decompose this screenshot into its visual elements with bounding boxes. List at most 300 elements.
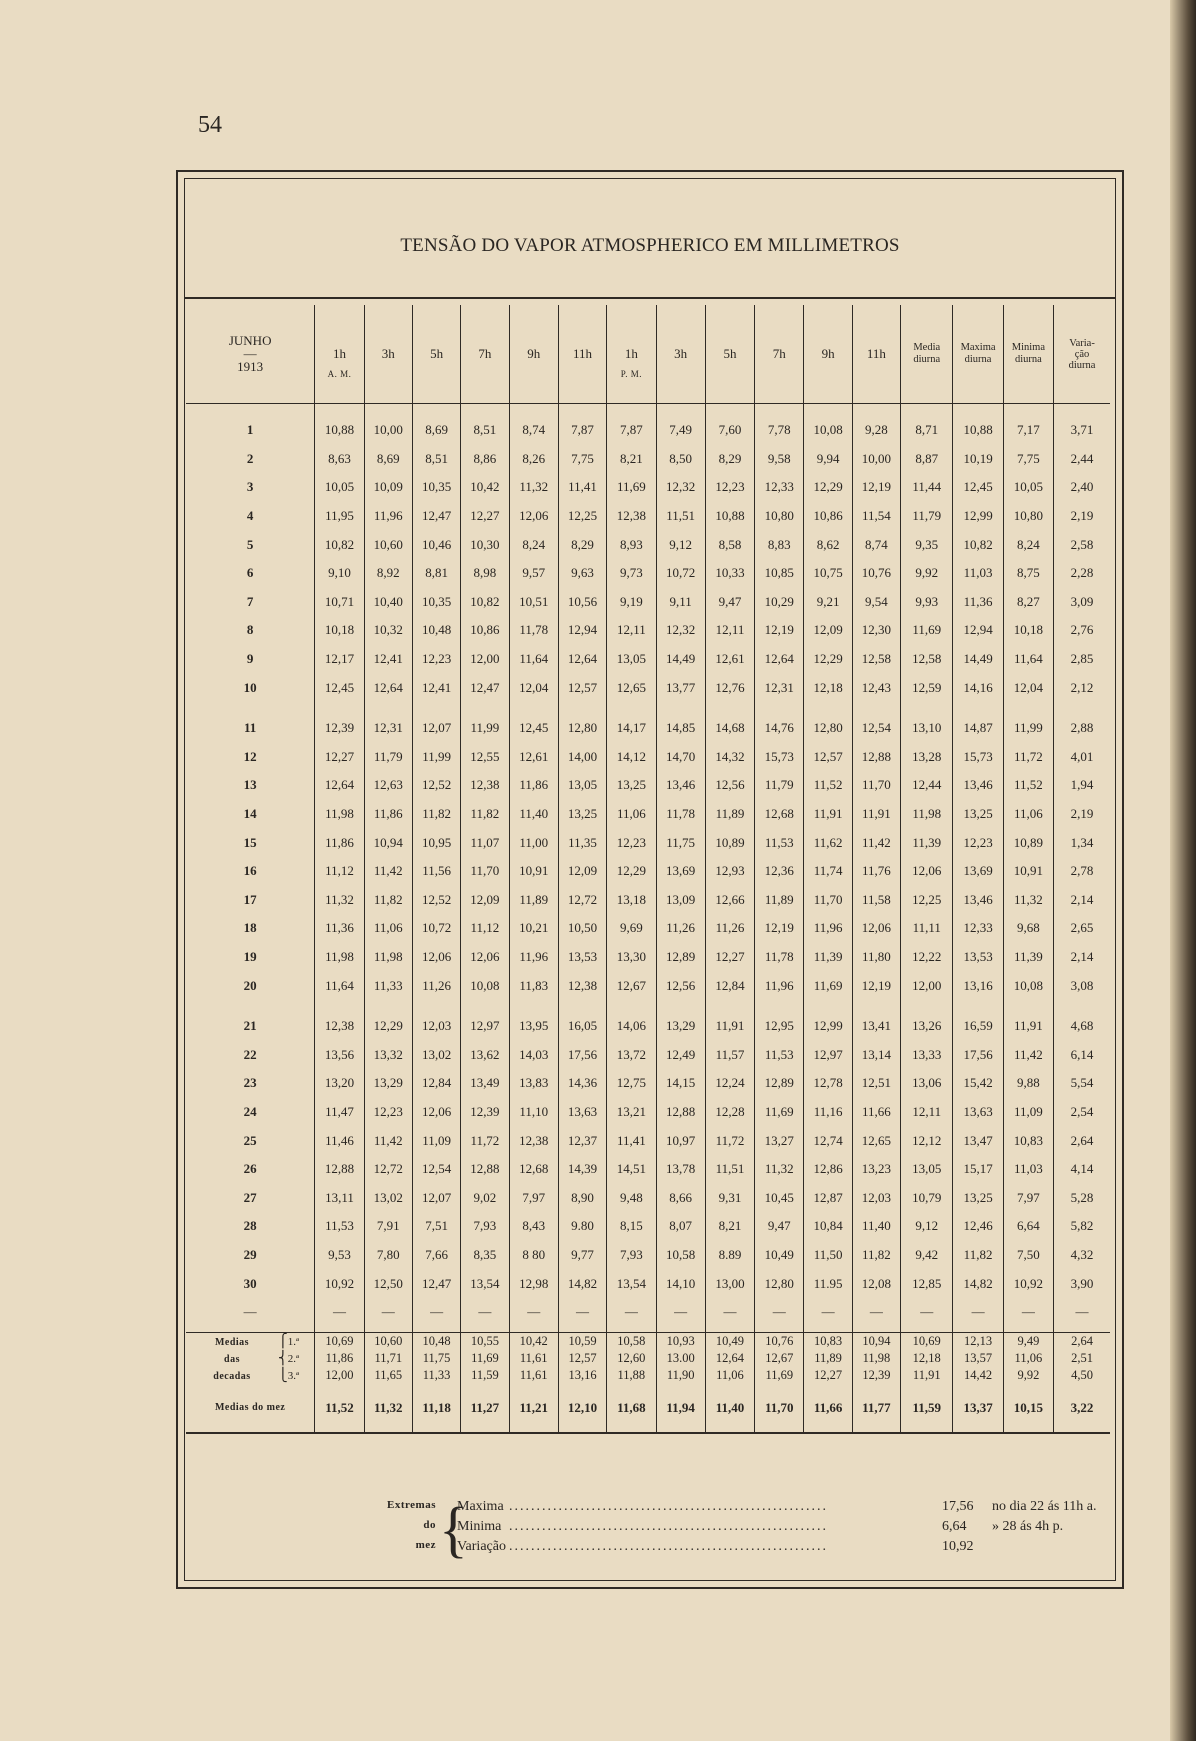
value-cell: 11,00 xyxy=(509,828,558,857)
value-cell: 11,78 xyxy=(656,800,705,829)
value-cell: 11,44 xyxy=(901,473,953,502)
header-text: ção xyxy=(1074,348,1090,360)
value-cell: 14,03 xyxy=(509,1040,558,1069)
header-text: diurna xyxy=(1068,359,1096,371)
table-row xyxy=(186,943,1110,972)
empty-cell xyxy=(705,1000,754,1012)
value-cell: 12,27 xyxy=(705,943,754,972)
value-cell: 11,69 xyxy=(461,1350,509,1367)
hour-header xyxy=(804,305,852,404)
table-row xyxy=(186,1212,1110,1241)
value-cell: 14,00 xyxy=(558,743,606,772)
value-cell: 11,46 xyxy=(315,1126,364,1155)
dash-cell: — xyxy=(705,1298,754,1326)
value-cell: 12,38 xyxy=(509,1126,558,1155)
value-cell: 12,99 xyxy=(804,1012,852,1041)
value-cell: 12,57 xyxy=(804,743,852,772)
value-cell: 14,68 xyxy=(705,714,754,743)
spacer-row xyxy=(186,1000,1110,1012)
value-cell: 3,08 xyxy=(1054,971,1110,1000)
value-cell: 11,57 xyxy=(705,1040,754,1069)
value-cell: 11,36 xyxy=(315,914,364,943)
day-cell: 9 xyxy=(246,651,254,667)
value-cell: 11,33 xyxy=(364,971,412,1000)
value-cell: 12,23 xyxy=(607,828,656,857)
value-cell: 11,42 xyxy=(364,1126,412,1155)
hour-label: 11h xyxy=(866,346,886,361)
day-cell: 25 xyxy=(243,1132,257,1148)
value-cell: 12,93 xyxy=(705,857,754,886)
value-cell: 12,27 xyxy=(315,743,364,772)
value-cell: 13,25 xyxy=(607,771,656,800)
value-cell: 10,83 xyxy=(804,1332,852,1350)
value-cell: 2,64 xyxy=(1054,1126,1110,1155)
value-cell: 12,64 xyxy=(705,1350,754,1367)
day-cell: 7 xyxy=(246,593,254,609)
value-cell: 11,61 xyxy=(509,1350,558,1367)
value-cell: 7,91 xyxy=(364,1212,412,1241)
decade-mean-row xyxy=(186,1350,1110,1367)
value-cell: 11,70 xyxy=(804,886,852,915)
value-cell: 14,15 xyxy=(656,1069,705,1098)
value-cell: 10,40 xyxy=(364,588,412,617)
empty-cell xyxy=(1003,702,1053,714)
value-cell: 11,96 xyxy=(364,502,412,531)
value-cell: 1,94 xyxy=(1054,771,1110,800)
value-cell: 11,89 xyxy=(804,1350,852,1367)
extreme-name: Maxima xyxy=(457,1499,504,1514)
value-cell: 11,53 xyxy=(315,1212,364,1241)
value-cell: 11,75 xyxy=(412,1350,460,1367)
value-cell: 2,40 xyxy=(1054,473,1110,502)
dash-cell: — xyxy=(412,1298,460,1326)
value-cell: 13.00 xyxy=(656,1350,705,1367)
value-cell: 8.89 xyxy=(705,1241,754,1270)
hour-label: 5h xyxy=(723,346,737,361)
extreme-note: no dia 22 ás 11h a. xyxy=(992,1499,1097,1514)
value-cell: 13,33 xyxy=(901,1040,953,1069)
value-cell: 11,98 xyxy=(901,800,953,829)
value-cell: 11,72 xyxy=(705,1126,754,1155)
extreme-note: » 28 ás 4h p. xyxy=(992,1519,1064,1534)
value-cell: 11,69 xyxy=(607,473,656,502)
value-cell: 10,84 xyxy=(804,1212,852,1241)
value-cell: 12,28 xyxy=(705,1098,754,1127)
hour-label: 5h xyxy=(430,346,444,361)
empty-cell xyxy=(852,1000,900,1012)
value-cell: 11,06 xyxy=(607,800,656,829)
value-cell: 10,82 xyxy=(461,588,509,617)
value-cell: 11,07 xyxy=(461,828,509,857)
hour-header xyxy=(558,305,606,404)
value-cell: 13,05 xyxy=(558,771,606,800)
value-cell: 10,00 xyxy=(852,445,900,474)
leader-dots: .......................................................... xyxy=(509,1519,828,1534)
value-cell: 12,64 xyxy=(755,645,804,674)
value-cell: 11,06 xyxy=(705,1367,754,1384)
value-cell: 13,14 xyxy=(852,1040,900,1069)
value-cell: 10,58 xyxy=(656,1241,705,1270)
value-cell: 12,85 xyxy=(901,1269,953,1298)
value-cell: 12,64 xyxy=(558,645,606,674)
value-cell: 3,09 xyxy=(1054,588,1110,617)
value-cell: 1,34 xyxy=(1054,828,1110,857)
value-cell: 10,51 xyxy=(509,588,558,617)
value-cell: 11,64 xyxy=(509,645,558,674)
value-cell: 4,01 xyxy=(1054,743,1110,772)
value-cell: 9,49 xyxy=(1003,1332,1053,1350)
value-cell: 9,53 xyxy=(315,1241,364,1270)
value-cell: 12,17 xyxy=(315,645,364,674)
value-cell: 11,26 xyxy=(656,914,705,943)
value-cell: 11,18 xyxy=(412,1384,460,1433)
value-cell: 12,63 xyxy=(364,771,412,800)
value-cell: 13,63 xyxy=(558,1098,606,1127)
value-cell: 13,05 xyxy=(901,1155,953,1184)
value-cell: 11,36 xyxy=(953,588,1003,617)
value-cell: 10,79 xyxy=(901,1183,953,1212)
empty-cell xyxy=(558,1000,606,1012)
value-cell: 10,69 xyxy=(315,1332,364,1350)
value-cell: 14,85 xyxy=(656,714,705,743)
value-cell: 8,24 xyxy=(1003,530,1053,559)
hour-label: 7h xyxy=(772,346,786,361)
day-cell: 11 xyxy=(244,720,257,736)
value-cell: 10,93 xyxy=(656,1332,705,1350)
value-cell: 12,45 xyxy=(509,714,558,743)
empty-cell xyxy=(509,702,558,714)
value-cell: 11,88 xyxy=(607,1367,656,1384)
value-cell: 10,71 xyxy=(315,588,364,617)
value-cell: 12,19 xyxy=(755,914,804,943)
value-cell: 10,86 xyxy=(461,616,509,645)
value-cell: 8,35 xyxy=(461,1241,509,1270)
value-cell: 12,23 xyxy=(364,1098,412,1127)
value-cell: 15,42 xyxy=(953,1069,1003,1098)
day-cell: 2 xyxy=(246,450,254,466)
day-cell: 5 xyxy=(246,536,254,552)
value-cell: 10,75 xyxy=(804,559,852,588)
empty-cell xyxy=(364,702,412,714)
value-cell: 11,75 xyxy=(656,828,705,857)
value-cell: 12,72 xyxy=(364,1155,412,1184)
value-cell: 13,46 xyxy=(656,771,705,800)
value-cell: 9.80 xyxy=(558,1212,606,1241)
empty-cell xyxy=(315,1000,364,1012)
day-cell: 15 xyxy=(243,834,257,850)
value-cell: 15,73 xyxy=(755,743,804,772)
value-cell: 12,80 xyxy=(804,714,852,743)
value-cell: 12,97 xyxy=(804,1040,852,1069)
value-cell: 8,74 xyxy=(852,530,900,559)
leader-dots: .......................................................... xyxy=(509,1539,828,1554)
day-cell: 20 xyxy=(243,977,257,993)
value-cell: 13,29 xyxy=(364,1069,412,1098)
value-cell: 2,78 xyxy=(1054,857,1110,886)
value-cell: 13,26 xyxy=(901,1012,953,1041)
table-row xyxy=(186,445,1110,474)
value-cell: 11,59 xyxy=(901,1384,953,1433)
value-cell: 12,36 xyxy=(755,857,804,886)
value-cell: 7,66 xyxy=(412,1241,460,1270)
header-text: diurna xyxy=(913,354,941,365)
value-cell: 12,09 xyxy=(804,616,852,645)
value-cell: 13,72 xyxy=(607,1040,656,1069)
value-cell: 8,71 xyxy=(901,416,953,445)
value-cell: 8,51 xyxy=(412,445,460,474)
value-cell: 13,47 xyxy=(953,1126,1003,1155)
value-cell: 14,87 xyxy=(953,714,1003,743)
value-cell: 10,92 xyxy=(315,1269,364,1298)
value-cell: 11,78 xyxy=(509,616,558,645)
value-cell: 11,03 xyxy=(953,559,1003,588)
value-cell: 11,82 xyxy=(412,800,460,829)
value-cell: 7,51 xyxy=(412,1212,460,1241)
value-cell: 10,88 xyxy=(705,502,754,531)
value-cell: 11,09 xyxy=(412,1126,460,1155)
table-row xyxy=(186,559,1110,588)
value-cell: 12,08 xyxy=(852,1269,900,1298)
decade-brace: ⎩ xyxy=(278,1367,288,1383)
value-cell: 14,10 xyxy=(656,1269,705,1298)
table-row xyxy=(186,616,1110,645)
value-cell: 2,65 xyxy=(1054,914,1110,943)
value-cell: 11,91 xyxy=(901,1367,953,1384)
value-cell: 10,18 xyxy=(1003,616,1053,645)
value-cell: 10,32 xyxy=(364,616,412,645)
decade-label-cell xyxy=(186,1367,315,1384)
empty-cell xyxy=(656,702,705,714)
value-cell: 7,78 xyxy=(755,416,804,445)
empty-cell xyxy=(656,1000,705,1012)
hour-header xyxy=(461,305,509,404)
value-cell: 7,97 xyxy=(1003,1183,1053,1212)
value-cell: 13,25 xyxy=(953,1183,1003,1212)
table-row xyxy=(186,914,1110,943)
value-cell: 12,61 xyxy=(509,743,558,772)
value-cell: 12,94 xyxy=(558,616,606,645)
value-cell: 12,00 xyxy=(461,645,509,674)
value-cell: 13,54 xyxy=(607,1269,656,1298)
value-cell: 11,91 xyxy=(705,1012,754,1041)
value-cell: 11,10 xyxy=(509,1098,558,1127)
value-cell: 13,06 xyxy=(901,1069,953,1098)
value-cell: 7,93 xyxy=(607,1241,656,1270)
extreme-value: 6,64 xyxy=(942,1519,967,1534)
value-cell: 11,26 xyxy=(705,914,754,943)
value-cell: 12,38 xyxy=(315,1012,364,1041)
hour-header xyxy=(315,305,364,404)
decade-mean-row xyxy=(186,1332,1110,1350)
value-cell: 8,21 xyxy=(607,445,656,474)
value-cell: 4,32 xyxy=(1054,1241,1110,1270)
value-cell: 10,88 xyxy=(953,416,1003,445)
value-cell: 10,42 xyxy=(509,1332,558,1350)
value-cell: 11,66 xyxy=(804,1384,852,1433)
value-cell: 12,47 xyxy=(412,1269,460,1298)
dash-cell: — xyxy=(461,1298,509,1326)
table-row xyxy=(186,800,1110,829)
value-cell: 11,53 xyxy=(755,828,804,857)
value-cell: 12,99 xyxy=(953,502,1003,531)
day-cell: 28 xyxy=(243,1218,257,1234)
day-cell: 27 xyxy=(243,1189,257,1205)
day-cell: 21 xyxy=(243,1018,257,1034)
value-cell: 10,42 xyxy=(461,473,509,502)
day-cell: 29 xyxy=(243,1246,257,1262)
value-cell: 12,39 xyxy=(461,1098,509,1127)
value-cell: 13,27 xyxy=(755,1126,804,1155)
value-cell: 11,80 xyxy=(852,943,900,972)
value-cell: 11,40 xyxy=(705,1384,754,1433)
hour-header xyxy=(755,305,804,404)
value-cell: 13,00 xyxy=(705,1269,754,1298)
value-cell: 11,69 xyxy=(755,1098,804,1127)
value-cell: 10,88 xyxy=(315,416,364,445)
value-cell: 10,29 xyxy=(755,588,804,617)
value-cell: 11,91 xyxy=(804,800,852,829)
empty-cell xyxy=(461,702,509,714)
table-row xyxy=(186,588,1110,617)
value-cell: 11,03 xyxy=(1003,1155,1053,1184)
value-cell: 10,09 xyxy=(364,473,412,502)
header-row xyxy=(186,305,1110,404)
value-cell: 10,72 xyxy=(412,914,460,943)
value-cell: 10,80 xyxy=(1003,502,1053,531)
value-cell: 10,56 xyxy=(558,588,606,617)
empty-cell xyxy=(953,702,1003,714)
value-cell: 10,82 xyxy=(315,530,364,559)
value-cell: 11,16 xyxy=(804,1098,852,1127)
value-cell: 11,41 xyxy=(558,473,606,502)
table-inner-frame xyxy=(184,178,1116,1581)
value-cell: 11,53 xyxy=(755,1040,804,1069)
value-cell: 4,14 xyxy=(1054,1155,1110,1184)
value-cell: 12,66 xyxy=(705,886,754,915)
empty-cell xyxy=(1054,1000,1110,1012)
value-cell: 16,05 xyxy=(558,1012,606,1041)
value-cell: 11,83 xyxy=(509,971,558,1000)
value-cell: 12,86 xyxy=(804,1155,852,1184)
value-cell: 7,87 xyxy=(607,416,656,445)
value-cell: 11,39 xyxy=(901,828,953,857)
value-cell: 11,72 xyxy=(1003,743,1053,772)
value-cell: 11,61 xyxy=(509,1367,558,1384)
dash-cell: — xyxy=(315,1298,364,1326)
value-cell: 11,86 xyxy=(315,828,364,857)
value-cell: 13,25 xyxy=(558,800,606,829)
dash-cell: — xyxy=(1054,1298,1110,1326)
value-cell: 11,51 xyxy=(705,1155,754,1184)
value-cell: 12,43 xyxy=(852,673,900,702)
value-cell: 11,12 xyxy=(461,914,509,943)
empty-cell xyxy=(509,1000,558,1012)
day-cell: 14 xyxy=(243,806,257,822)
month-mean-row xyxy=(186,1384,1110,1433)
variacao-diurna-header xyxy=(1054,305,1110,404)
empty-cell xyxy=(1003,1000,1053,1012)
extreme-value: 10,92 xyxy=(942,1539,974,1554)
value-cell: 13,69 xyxy=(953,857,1003,886)
table-row xyxy=(186,1012,1110,1041)
value-cell: 14,17 xyxy=(607,714,656,743)
value-cell: 12,06 xyxy=(901,857,953,886)
value-cell: 11,82 xyxy=(461,800,509,829)
value-cell: 12,38 xyxy=(558,971,606,1000)
value-cell: 12,67 xyxy=(755,1350,804,1367)
value-cell: 10,94 xyxy=(364,828,412,857)
value-cell: 8,93 xyxy=(607,530,656,559)
value-cell: 12,84 xyxy=(412,1069,460,1098)
value-cell: 13,69 xyxy=(656,857,705,886)
value-cell: 13,57 xyxy=(953,1350,1003,1367)
value-cell: 12,19 xyxy=(755,616,804,645)
value-cell: 13,32 xyxy=(364,1040,412,1069)
value-cell: 2,51 xyxy=(1054,1350,1110,1367)
value-cell: 13,21 xyxy=(607,1098,656,1127)
value-cell: 12,06 xyxy=(509,502,558,531)
value-cell: 13,16 xyxy=(558,1367,606,1384)
value-cell: 6,64 xyxy=(1003,1212,1053,1241)
table-row xyxy=(186,857,1110,886)
value-cell: 12,03 xyxy=(412,1012,460,1041)
value-cell: 12,68 xyxy=(755,800,804,829)
value-cell: 10,05 xyxy=(315,473,364,502)
value-cell: 12,57 xyxy=(558,1350,606,1367)
value-cell: 10,82 xyxy=(953,530,1003,559)
table-row xyxy=(186,771,1110,800)
value-cell: 11,12 xyxy=(315,857,364,886)
empty-cell xyxy=(364,1000,412,1012)
value-cell: 14,06 xyxy=(607,1012,656,1041)
value-cell: 9,47 xyxy=(755,1212,804,1241)
value-cell: 14,16 xyxy=(953,673,1003,702)
day-cell: 30 xyxy=(243,1275,257,1291)
value-cell: 2,14 xyxy=(1054,886,1110,915)
value-cell: 10,85 xyxy=(755,559,804,588)
value-cell: 12,12 xyxy=(901,1126,953,1155)
day-cell: 17 xyxy=(243,891,257,907)
value-cell: 12,29 xyxy=(804,645,852,674)
value-cell: 11,86 xyxy=(364,800,412,829)
value-cell: 12,58 xyxy=(901,645,953,674)
value-cell: 12,41 xyxy=(364,645,412,674)
decade-label: decadas xyxy=(213,1371,251,1383)
value-cell: 7,87 xyxy=(558,416,606,445)
value-cell: 12,03 xyxy=(852,1183,900,1212)
value-cell: 12,29 xyxy=(804,473,852,502)
value-cell: 12,04 xyxy=(509,673,558,702)
empty-cell xyxy=(804,702,852,714)
empty-cell xyxy=(412,1000,460,1012)
table-row xyxy=(186,530,1110,559)
hour-label: 1h xyxy=(624,346,638,361)
value-cell: 12,54 xyxy=(412,1155,460,1184)
table-row xyxy=(186,416,1110,445)
value-cell: 11,11 xyxy=(901,914,953,943)
value-cell: 5,82 xyxy=(1054,1212,1110,1241)
value-cell: 8,83 xyxy=(755,530,804,559)
value-cell: 10,19 xyxy=(953,445,1003,474)
value-cell: 10,08 xyxy=(804,416,852,445)
value-cell: 12,33 xyxy=(755,473,804,502)
value-cell: 11,39 xyxy=(804,943,852,972)
value-cell: 12,06 xyxy=(412,943,460,972)
value-cell: 9,63 xyxy=(558,559,606,588)
value-cell: 8,27 xyxy=(1003,588,1053,617)
hour-label: 7h xyxy=(478,346,492,361)
empty-cell xyxy=(1054,702,1110,714)
